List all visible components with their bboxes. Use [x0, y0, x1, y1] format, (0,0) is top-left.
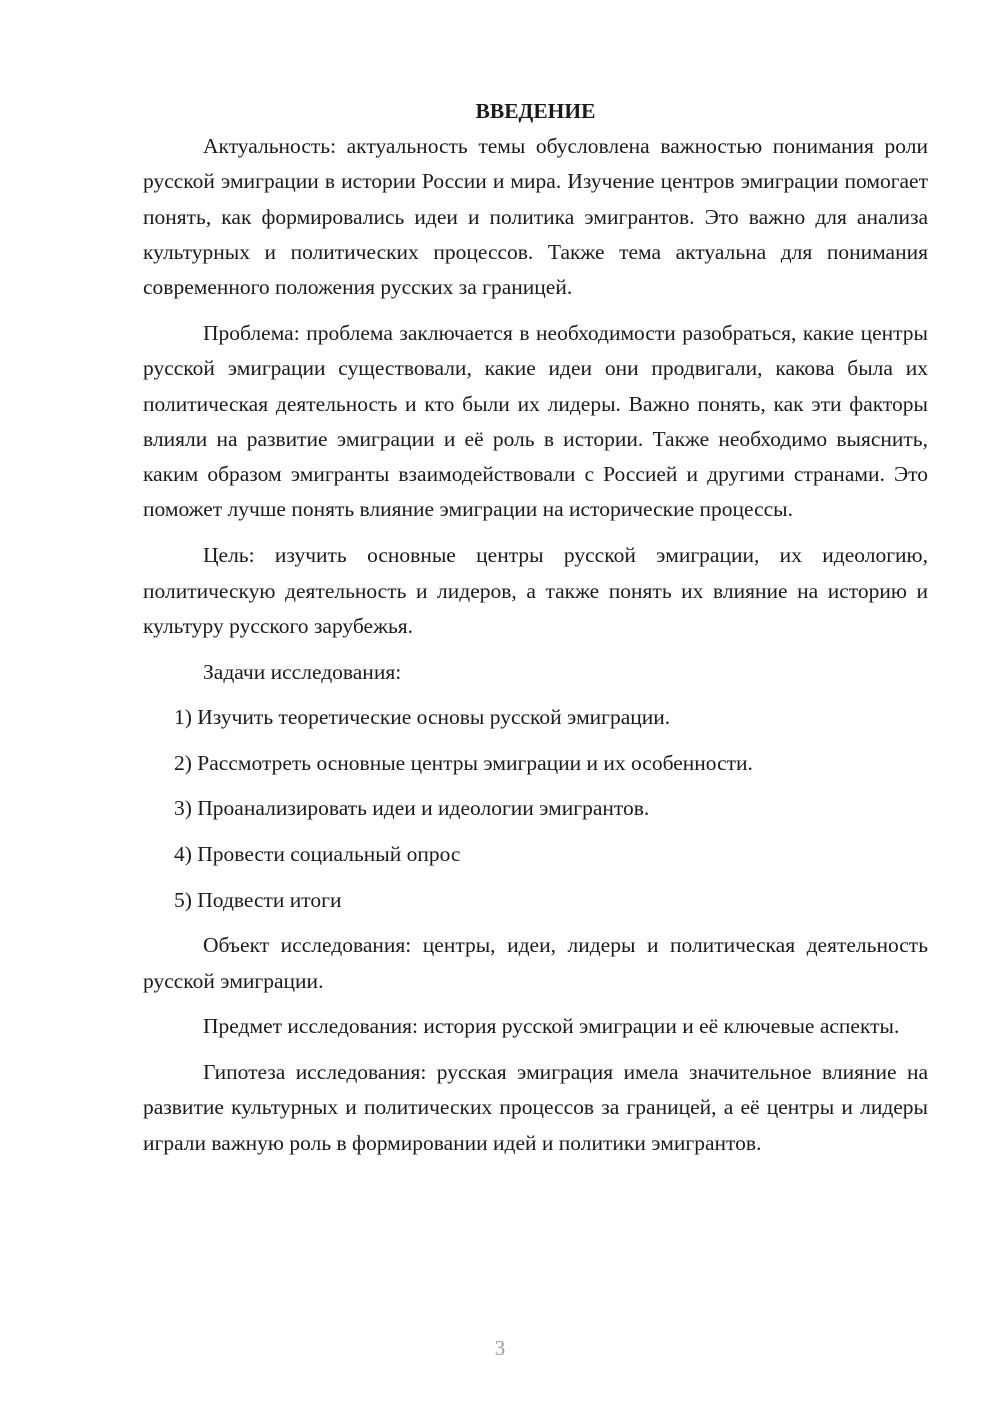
- page-title: ВВЕДЕНИЕ: [475, 99, 596, 123]
- page-body: [143, 94, 928, 1172]
- hypothesis-paragraph: Гипотеза исследования: русская эмиграция имела значительное влияние на развитие культурных и политических процессов за границей, а её центры и лидеры играли важную роль в формировании идей и политики эмигрантов.: [143, 1060, 928, 1155]
- task-item-2: 2) Рассмотреть основные центры эмиграции и их особенности.: [174, 750, 753, 775]
- object-paragraph: Объект исследования: центры, идеи, лидеры и политическая деятельность русской эмиграции.: [143, 933, 928, 993]
- page-number: 3: [494, 1336, 506, 1360]
- tasks-heading: Задачи исследования:: [203, 659, 402, 684]
- task-item-3: 3) Проанализировать идеи и идеологии эмигрантов.: [174, 796, 650, 821]
- problem-paragraph: Проблема: проблема заключается в необходимости разобраться, какие центры русской эмиграции существовали, какие идеи они продвигали, какова была их политическая деятельность и кто были их лидеры. Важно понять, как эти факторы влияли на развитие эмиграции и её роль в истории. Также необходимо выяснить, каким образом эмигранты взаимодействовали с Россией и другими странами. Это поможет лучше понять влияние эмиграции на исторические процессы.: [143, 320, 928, 522]
- relevance-paragraph: Актуальность: актуальность темы обусловлена важностью понимания роли русской эмиграции в истории России и мира. Изучение центров эмиграции помогает понять, как формировались идеи и политика эмигрантов. Это важно для анализа культурных и политических процессов. Также тема актуальна для понимания современного положения русских за границей.: [143, 134, 928, 300]
- task-item-4: 4) Провести социальный опрос: [174, 842, 461, 867]
- task-item-5: 5) Подвести итоги: [174, 887, 342, 912]
- task-item-1: 1) Изучить теоретические основы русской эмиграции.: [174, 705, 671, 730]
- subject-paragraph: Предмет исследования: история русской эмиграции и её ключевые аспекты.: [203, 1014, 900, 1039]
- tasks-list: [143, 700, 928, 918]
- goal-paragraph: Цель: изучить основные центры русской эмиграции, их идеологию, политическую деятельность и лидеров, а также понять их влияние на историю и культуру русского зарубежья.: [143, 543, 928, 638]
